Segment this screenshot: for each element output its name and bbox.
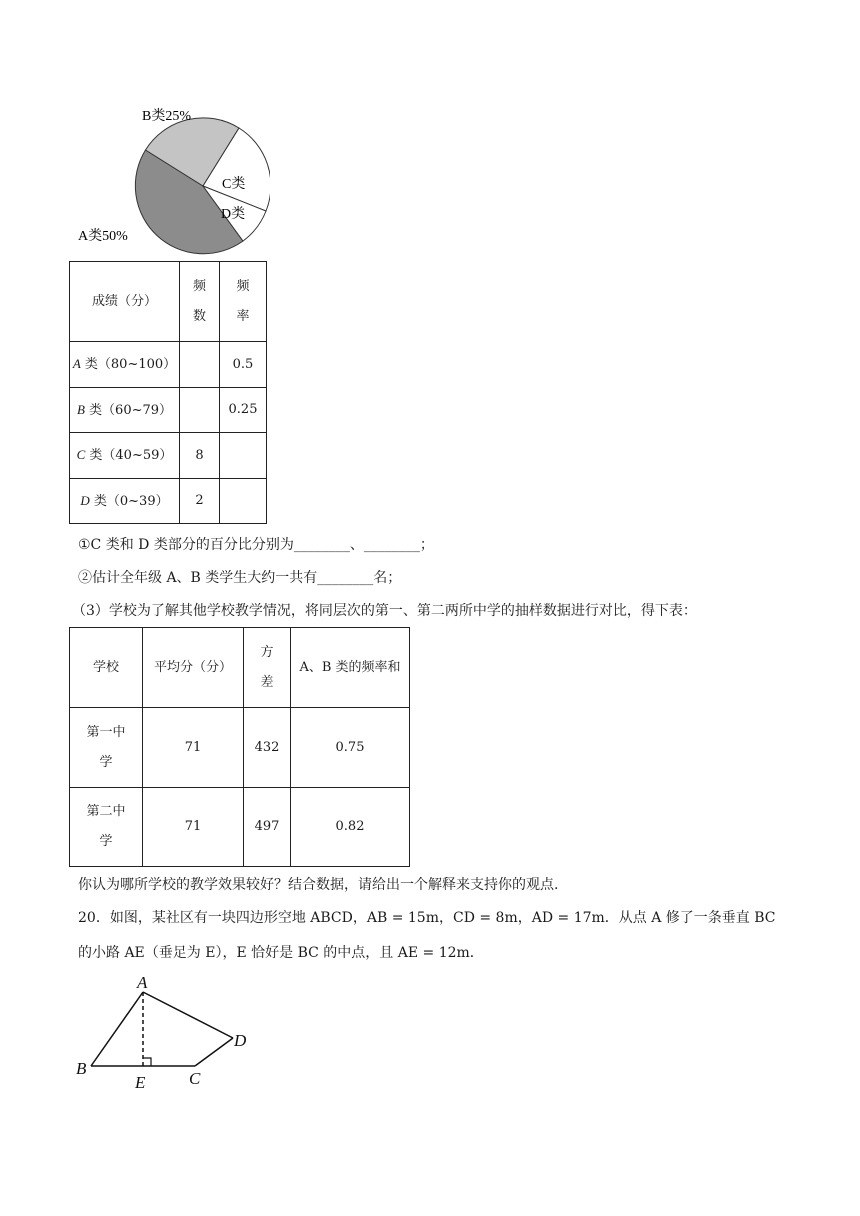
quadrilateral-figure [70,970,270,1100]
question-3: （3）学校为了解其他学校教学情况，将同层次的第一、第二两所中学的抽样数据进行对比，得下表： [72,603,697,619]
row-average: 71 [143,708,244,788]
row-variance: 432 [244,708,291,788]
row-average: 71 [143,788,244,867]
table-row [70,433,267,479]
frequency-table [69,261,267,524]
row-category: B 类（60~79） [70,388,180,433]
segment-ab [91,992,143,1066]
pie-label-c: C类 [222,177,246,192]
row-count [180,342,220,388]
row-count: 2 [180,479,220,524]
question-1: ①C 类和 D 类部分的百分比分别为________、________； [78,537,434,553]
problem-20-line-2: 的小路 AE（垂足为 E），E 恰好是 BC 的中点，且 AE = 12m． [78,945,484,961]
vertex-label-e: E [135,1073,146,1092]
header-variance: 方差 [244,628,291,708]
vertex-label-c: C [189,1069,201,1088]
row-rate [220,433,267,479]
row-rate: 0.5 [220,342,267,388]
pie-label-d: D类 [221,207,246,222]
pie-label-a: A类50% [78,229,128,244]
row-school: 第二中学 [70,788,143,867]
question-3-prompt: 你认为哪所学校的教学效果较好？结合数据，请给出一个解释来支持你的观点. [78,877,559,893]
row-category: C 类（40~59） [70,433,180,479]
header-ab-freq-sum: A、B 类的频率和 [291,628,410,708]
row-rate [220,479,267,524]
table-row [70,708,410,788]
header-school: 学校 [70,628,143,708]
table-row [70,788,410,867]
problem-20-line-1: 20．如图，某社区有一块四边形空地 ABCD，AB = 15m，CD = 8m，AD = 17m．从点 A 修了一条垂直 BC [78,910,776,926]
row-freq-sum: 0.82 [291,788,410,867]
row-category: A 类（80~100） [70,342,180,388]
row-rate: 0.25 [220,388,267,433]
school-comparison-table [69,627,410,867]
table-row [70,342,267,388]
pie-label-b: B类25% [142,109,191,124]
right-angle-mark [143,1058,151,1066]
vertex-label-b: B [76,1059,87,1078]
header-score: 成绩（分） [70,262,180,342]
vertex-label-d: D [234,1031,247,1050]
question-2: ②估计全年级 A、B 类学生大约一共有________名； [78,570,402,586]
row-school: 第一中学 [70,708,143,788]
category-pie-chart [70,100,270,260]
vertex-label-a: A [137,973,148,992]
row-count [180,388,220,433]
segment-ad [143,992,233,1038]
table-row [70,388,267,433]
row-freq-sum: 0.75 [291,708,410,788]
row-variance: 497 [244,788,291,867]
header-average: 平均分（分） [143,628,244,708]
header-rate: 频率 [220,262,267,342]
row-category: D 类（0~39） [70,479,180,524]
row-count: 8 [180,433,220,479]
header-count: 频数 [180,262,220,342]
segment-dc [195,1038,233,1066]
table-row [70,479,267,524]
